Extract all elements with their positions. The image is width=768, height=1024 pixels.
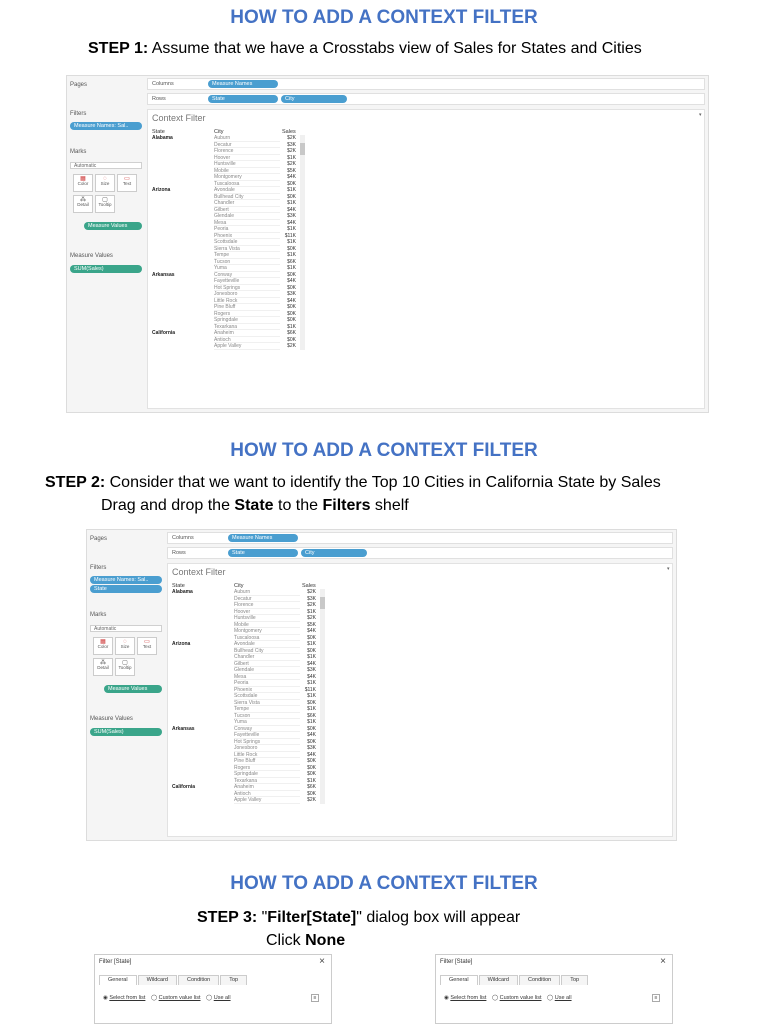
sales-cell: $1K — [307, 777, 316, 784]
measure-values-title: Measure Values — [70, 253, 113, 259]
sales-cell: $3K — [307, 595, 316, 602]
sales-cell: $0K — [287, 310, 296, 317]
city-cell: Auburn — [234, 589, 300, 596]
sales-cell: $0K — [307, 725, 316, 732]
city-cell: Rogers — [234, 765, 300, 772]
view-title: Context Filter — [172, 567, 226, 577]
state-cell: Alabama — [172, 589, 193, 595]
sales-cell: $11K — [304, 686, 316, 693]
sales-cell: $1K — [307, 608, 316, 615]
rows-pill-state[interactable]: State — [228, 549, 298, 557]
city-cell: Tempe — [234, 706, 300, 713]
sales-cell: $1K — [287, 154, 296, 161]
detail-icon: ⁂ — [80, 197, 86, 203]
selection-mode-radios — [103, 995, 235, 1001]
sales-cell: $4K — [287, 278, 296, 284]
city-cell: Fayetteville — [214, 278, 280, 285]
size-icon: ◌ — [123, 639, 127, 645]
city-cell: Pine Bluff — [214, 304, 280, 311]
section-heading-1: HOW TO ADD A CONTEXT FILTER — [230, 7, 538, 28]
step2-text-line2: Drag and drop the State to the Filters shelf — [101, 497, 409, 514]
sales-cell: $0K — [287, 304, 296, 310]
sales-cell: $5K — [307, 621, 316, 628]
city-cell: Tucson — [214, 259, 280, 266]
step1-text — [88, 40, 642, 58]
city-cell: Tempe — [214, 252, 280, 259]
color-button[interactable]: ▦ Color — [73, 174, 93, 192]
city-cell: Tucson — [234, 713, 300, 720]
city-cell: Springdale — [214, 317, 280, 324]
city-cell: Avondale — [214, 187, 280, 194]
state-cell: Alabama — [152, 135, 173, 141]
sales-cell: $0K — [287, 271, 296, 278]
tooltip-icon: ▢ — [102, 197, 108, 203]
radio-use-all[interactable]: ◯ Use all — [206, 995, 231, 1001]
sales-cell: $0K — [307, 758, 316, 764]
sales-cell: $4K — [287, 206, 296, 213]
pages-label: Pages — [70, 82, 88, 88]
radio-use-all[interactable]: ◯ Use all — [547, 995, 572, 1001]
sales-cell: $4K — [287, 297, 296, 304]
sales-cell: $1K — [287, 239, 296, 245]
marks-measure-values-pill[interactable]: Measure Values — [104, 685, 162, 693]
city-cell: Little Rock — [214, 298, 280, 305]
color-icon: ▦ — [100, 639, 106, 645]
city-cell: Texarkana — [234, 778, 300, 785]
city-cell: Mesa — [234, 674, 300, 681]
dialog-title: Filter [State] — [440, 959, 473, 965]
city-cell: Montgomery — [234, 628, 300, 635]
sales-cell: $0K — [287, 336, 296, 343]
step3-label: STEP 3: — [197, 909, 258, 926]
col-header-sales: Sales — [282, 129, 296, 135]
city-cell: Anaheim — [234, 784, 300, 791]
city-cell: Jonesboro — [214, 291, 280, 298]
sales-cell: $3K — [307, 667, 316, 673]
sales-column — [300, 589, 316, 804]
sales-cell: $1K — [287, 187, 296, 193]
city-cell: Jonesboro — [234, 745, 300, 752]
city-cell: Texarkana — [214, 324, 280, 331]
text-icon: ▭ — [124, 176, 130, 182]
city-cell: Glendale — [234, 667, 300, 674]
city-cell: Apple Valley — [214, 343, 280, 350]
radio-select-from-list[interactable]: ◉ Select from list — [103, 995, 146, 1001]
col-header-city: City — [214, 129, 224, 135]
col-header-state: State — [172, 583, 185, 589]
rows-pill-state[interactable]: State — [208, 95, 278, 103]
city-cell: Yuma — [234, 719, 300, 726]
sales-cell: $0K — [287, 317, 296, 323]
city-cell: Chandler — [234, 654, 300, 661]
city-cell: Bullhead City — [214, 194, 280, 201]
sales-cell: $0K — [287, 180, 296, 187]
sales-cell: $0K — [287, 284, 296, 291]
tableau-screenshot-2 — [86, 529, 677, 841]
state-cell: Arizona — [152, 187, 171, 193]
sales-cell: $3K — [287, 141, 296, 148]
marks-type-select[interactable]: Automatic — [70, 162, 142, 169]
state-cell: California — [172, 784, 196, 790]
sales-cell: $2K — [307, 602, 316, 608]
rows-pill-city[interactable]: City — [281, 95, 347, 103]
dialog-tabs — [440, 975, 589, 985]
sales-cell: $2K — [287, 343, 296, 349]
sales-cell: $1K — [307, 654, 316, 660]
city-cell: Mobile — [234, 622, 300, 629]
city-cell: Rogers — [214, 311, 280, 318]
filter-pill-measure-names[interactable]: Measure Names: Sal.. — [90, 576, 162, 584]
sales-cell: $0K — [287, 193, 296, 200]
rows-shelf[interactable]: Rows State City — [167, 547, 673, 559]
scrollbar-thumb[interactable] — [300, 143, 305, 155]
sales-cell: $1K — [287, 265, 296, 271]
city-cell: Decatur — [234, 596, 300, 603]
sales-cell: $1K — [287, 252, 296, 258]
tab-top[interactable]: Top — [561, 975, 588, 985]
step1-body: Assume that we have a Crosstabs view of Sales for States and Cities — [148, 40, 642, 57]
tab-wildcard[interactable]: Wildcard — [138, 975, 177, 985]
sales-cell: $2K — [307, 589, 316, 595]
sales-column — [280, 135, 296, 350]
sum-sales-pill[interactable]: SUM(Sales) — [90, 728, 162, 736]
sales-cell: $0K — [307, 764, 316, 771]
city-cell: Fayetteville — [234, 732, 300, 739]
col-header-sales: Sales — [302, 583, 316, 589]
sales-cell: $2K — [307, 797, 316, 803]
marks-measure-values-pill[interactable]: Measure Values — [84, 222, 142, 230]
text-icon: ▭ — [144, 639, 150, 645]
marks-label: Marks — [90, 612, 107, 618]
city-column — [214, 135, 280, 350]
sales-cell: $2K — [287, 148, 296, 154]
state-cell: California — [152, 330, 176, 336]
city-cell: Antioch — [214, 337, 280, 344]
city-cell: Hoover — [214, 155, 280, 162]
city-cell: Sierra Vista — [234, 700, 300, 707]
tab-condition[interactable]: Condition — [519, 975, 560, 985]
tooltip-button[interactable]: ▢ Tooltip — [95, 195, 115, 213]
measure-values-title: Measure Values — [90, 716, 133, 722]
view-title: Context Filter — [152, 113, 206, 123]
city-cell: Huntsville — [234, 615, 300, 622]
step2-label: STEP 2: — [45, 474, 106, 491]
detail-icon: ⁂ — [100, 660, 106, 666]
city-cell: Antioch — [234, 791, 300, 798]
tab-wildcard[interactable]: Wildcard — [479, 975, 518, 985]
filters-label: Filters — [90, 565, 107, 571]
city-cell: Gilbert — [214, 207, 280, 214]
city-cell: Avondale — [234, 641, 300, 648]
sales-cell: $4K — [287, 174, 296, 180]
city-cell: Glendale — [214, 213, 280, 220]
city-cell: Springdale — [234, 771, 300, 778]
filter-dialog-right — [435, 954, 673, 1024]
city-cell: Conway — [214, 272, 280, 279]
sales-cell: $0K — [307, 634, 316, 641]
marks-type-select[interactable]: Automatic — [90, 625, 162, 632]
selection-mode-radios — [444, 995, 576, 1001]
filter-pill-state[interactable]: State — [90, 585, 162, 593]
city-cell: Gilbert — [234, 661, 300, 668]
sales-cell: $1K — [307, 706, 316, 712]
sales-cell: $6K — [307, 712, 316, 719]
sales-cell: $6K — [307, 784, 316, 790]
close-icon[interactable]: × — [319, 956, 325, 967]
city-cell: Auburn — [214, 135, 280, 142]
city-cell: Scottsdale — [214, 239, 280, 246]
city-cell: Conway — [234, 726, 300, 733]
city-cell: Chandler — [214, 200, 280, 207]
sales-cell: $4K — [307, 673, 316, 680]
city-cell: Mesa — [214, 220, 280, 227]
size-icon: ◌ — [103, 176, 107, 182]
sales-cell: $0K — [307, 790, 316, 797]
pages-label: Pages — [90, 536, 108, 542]
tab-condition[interactable]: Condition — [178, 975, 219, 985]
columns-pill-measure-names[interactable]: Measure Names — [208, 80, 278, 88]
col-header-city: City — [234, 583, 244, 589]
view-title-dropdown[interactable]: ▾ — [696, 112, 703, 119]
sales-cell: $11K — [284, 232, 296, 239]
tooltip-button[interactable]: ▢ Tooltip — [115, 658, 135, 676]
city-cell: Scottsdale — [234, 693, 300, 700]
scrollbar-thumb[interactable] — [320, 597, 325, 609]
dialog-tabs — [99, 975, 248, 985]
dialog-title: Filter [State] — [99, 959, 132, 965]
sales-cell: $4K — [307, 732, 316, 738]
section-heading-2: HOW TO ADD A CONTEXT FILTER — [230, 440, 538, 461]
tooltip-icon: ▢ — [122, 660, 128, 666]
step3-text-line1: STEP 3: "Filter[State]" dialog box will appear — [197, 909, 521, 926]
sales-cell: $0K — [307, 771, 316, 777]
columns-shelf[interactable]: Columns Measure Names — [147, 78, 705, 90]
city-cell: Florence — [234, 602, 300, 609]
sales-cell: $1K — [307, 719, 316, 725]
sales-cell: $4K — [307, 660, 316, 667]
text-button[interactable]: ▭ Text — [137, 637, 157, 655]
state-cell: Arkansas — [172, 725, 195, 732]
detail-button[interactable]: ⁂ Detail — [93, 658, 113, 676]
text-button[interactable]: ▭ Text — [117, 174, 137, 192]
tab-general[interactable]: General — [99, 975, 137, 985]
vertical-scrollbar[interactable] — [320, 589, 325, 804]
state-cell: Arizona — [172, 641, 191, 647]
city-cell: Apple Valley — [234, 797, 300, 804]
sales-cell: $1K — [287, 226, 296, 232]
sales-cell: $3K — [287, 213, 296, 219]
sales-cell: $4K — [287, 219, 296, 226]
radio-custom-value-list[interactable]: ◯ Custom value list — [491, 995, 542, 1001]
sales-cell: $0K — [307, 647, 316, 654]
worksheet-view — [147, 109, 705, 409]
state-cell: Arkansas — [152, 271, 175, 278]
city-cell: Pine Bluff — [234, 758, 300, 765]
city-cell: Hot Springs — [214, 285, 280, 292]
step1-label: STEP 1: — [88, 40, 149, 57]
tab-top[interactable]: Top — [220, 975, 247, 985]
city-cell: Huntsville — [214, 161, 280, 168]
tableau-screenshot-1 — [66, 75, 709, 413]
sales-cell: $0K — [307, 699, 316, 706]
columns-shelf[interactable]: Columns Measure Names — [167, 532, 673, 544]
radio-select-from-list[interactable]: ◉ Select from list — [444, 995, 487, 1001]
list-options-icon[interactable]: ≡ — [311, 994, 319, 1002]
sales-cell: $5K — [287, 167, 296, 174]
sales-cell: $4K — [307, 628, 316, 634]
city-cell: Tuscaloosa — [214, 181, 280, 188]
city-cell: Florence — [214, 148, 280, 155]
size-button[interactable]: ◌ Size — [115, 637, 135, 655]
worksheet-view — [167, 563, 673, 837]
step2-text-line1: STEP 2: Consider that we want to identify the Top 10 Cities in California State by Sales — [45, 474, 661, 491]
city-cell: Mobile — [214, 168, 280, 175]
sales-cell: $0K — [287, 245, 296, 252]
city-cell: Peoria — [234, 680, 300, 687]
city-cell: Tuscaloosa — [234, 635, 300, 642]
city-cell: Sierra Vista — [214, 246, 280, 253]
view-title-dropdown[interactable]: ▾ — [664, 566, 671, 573]
detail-button[interactable]: ⁂ Detail — [73, 195, 93, 213]
city-cell: Anaheim — [214, 330, 280, 337]
sales-cell: $1K — [307, 693, 316, 699]
section-heading-3: HOW TO ADD A CONTEXT FILTER — [230, 873, 538, 894]
sales-cell: $1K — [307, 680, 316, 686]
marks-label: Marks — [70, 149, 87, 155]
sales-cell: $3K — [287, 291, 296, 297]
tab-general[interactable]: General — [440, 975, 478, 985]
sales-cell: $1K — [287, 200, 296, 206]
step3-text-line2: Click None — [266, 932, 346, 949]
color-icon: ▦ — [80, 176, 86, 182]
city-cell: Phoenix — [214, 233, 280, 240]
sum-sales-pill[interactable]: SUM(Sales) — [70, 265, 142, 273]
sales-cell: $6K — [287, 330, 296, 336]
city-cell: Yuma — [214, 265, 280, 272]
city-cell: Hoover — [234, 609, 300, 616]
sales-cell: $4K — [307, 751, 316, 758]
city-cell: Hot Springs — [234, 739, 300, 746]
sales-cell: $1K — [307, 641, 316, 647]
rows-pill-city[interactable]: City — [301, 549, 367, 557]
city-cell: Phoenix — [234, 687, 300, 694]
city-cell: Montgomery — [214, 174, 280, 181]
list-options-icon[interactable]: ≡ — [652, 994, 660, 1002]
sales-cell: $0K — [307, 738, 316, 745]
columns-pill-measure-names[interactable]: Measure Names — [228, 534, 298, 542]
filter-pill-measure-names[interactable]: Measure Names: Sal.. — [70, 122, 142, 130]
rows-shelf[interactable]: Rows State City — [147, 93, 705, 105]
city-cell: Bullhead City — [234, 648, 300, 655]
color-button[interactable]: ▦ Color — [93, 637, 113, 655]
city-cell: Peoria — [214, 226, 280, 233]
city-column — [234, 589, 300, 804]
vertical-scrollbar[interactable] — [300, 135, 305, 350]
radio-custom-value-list[interactable]: ◯ Custom value list — [150, 995, 201, 1001]
city-cell: Decatur — [214, 142, 280, 149]
city-cell: Little Rock — [234, 752, 300, 759]
sales-cell: $2K — [307, 615, 316, 621]
close-icon[interactable]: × — [660, 956, 666, 967]
sales-cell: $1K — [287, 323, 296, 330]
sales-cell: $6K — [287, 258, 296, 265]
size-button[interactable]: ◌ Size — [95, 174, 115, 192]
sales-cell: $3K — [307, 745, 316, 751]
sales-cell: $2K — [287, 161, 296, 167]
col-header-state: State — [152, 129, 165, 135]
sales-cell: $2K — [287, 135, 296, 141]
filter-dialog-left — [94, 954, 332, 1024]
filters-label: Filters — [70, 111, 87, 117]
